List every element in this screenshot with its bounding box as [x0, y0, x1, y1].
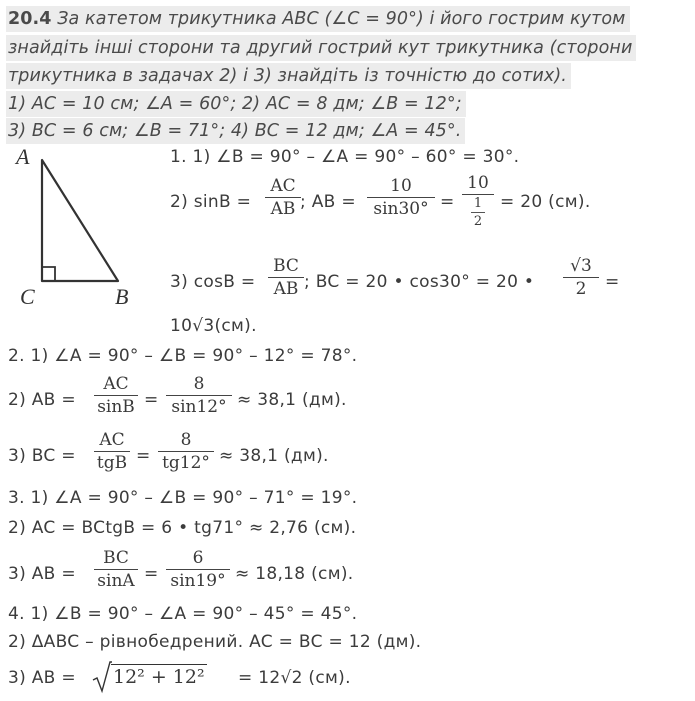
vertex-a-label: A [16, 144, 30, 169]
task-line-4: 1) AC = 10 см; ∠A = 60°; 2) AC = 8 дм; ∠B = 12°; [6, 91, 466, 117]
sol1-l2-frac1: $\frac{AC}{AB}$ [265, 175, 301, 220]
task-line-3: трикутника в задачах 2) і 3) знайдіть із точністю до сотих). [6, 63, 571, 89]
sol1-l2-mid: ; AB = [300, 192, 356, 212]
sol3-l3-eq: = [144, 564, 159, 584]
sqrt-sign [92, 660, 112, 694]
vertex-b-label: B [115, 284, 129, 309]
sol4-line2: 2) ΔABC – рівнобедрений. AC = BC = 12 (дм). [8, 632, 422, 652]
sol1-l3-frac2: $\frac{√3}{2}$ [563, 255, 599, 300]
sol3-line1: 3. 1) ∠A = 90° – ∠B = 90° – 71° = 19°. [8, 488, 358, 508]
sol1-l3-frac1: $\frac{BC}{AB}$ [268, 255, 304, 300]
triangle-shape [42, 160, 118, 281]
sol3-l3-frac1: $\frac{BC}{\sin A}$ [94, 547, 138, 592]
sol2-line1: 2. 1) ∠A = 90° – ∠B = 90° – 12° = 78°. [8, 346, 358, 366]
sol1-l2-prefix: 2) sinB = [170, 192, 252, 212]
sol2-l3-result: ≈ 38,1 (дм). [219, 446, 329, 466]
sol1-l3-mid: ; BC = 20 • cos30° = 20 • [304, 272, 535, 292]
sol2-l2-prefix: 2) AB = [8, 390, 76, 410]
sol3-l3-result: ≈ 18,18 (см). [235, 564, 354, 584]
sol2-l2-frac1: $\frac{AC}{\sin B}$ [94, 373, 138, 418]
sol1-line1: 1. 1) ∠B = 90° – ∠A = 90° – 60° = 30°. [170, 147, 520, 167]
right-angle-mark [42, 267, 55, 281]
sol2-l3-frac2: $\frac{8}{tg12^\circ}$ [158, 429, 214, 474]
task-text-1: За катетом трикутника ABC (∠C = 90°) і його гострим кутом [51, 9, 626, 29]
sol1-l3-eq: = [605, 272, 620, 292]
sol1-l3-prefix: 3) cosB = [170, 272, 256, 292]
sol4-l3-prefix: 3) AB = [8, 668, 76, 688]
vertex-c-label: C [20, 284, 35, 309]
task-line-2: знайдіть інші сторони та другий гострий кут трикутника (сторони [6, 35, 636, 61]
task-line-5: 3) BC = 6 см; ∠B = 71°; 4) BC = 12 дм; ∠A = 45°. [6, 118, 465, 144]
sol2-l2-result: ≈ 38,1 (дм). [237, 390, 347, 410]
sol4-l3-result: = 12√2 (см). [238, 668, 351, 688]
sol2-l3-frac1: AC tgB [94, 429, 130, 474]
sol1-l2-frac2: $\frac{10}{\sin 30^\circ}$ [367, 175, 435, 220]
task-number: 20.4 [8, 9, 52, 29]
sol1-l2-eq: = [440, 192, 455, 212]
sol4-line1: 4. 1) ∠B = 90° – ∠A = 90° – 45° = 45°. [8, 604, 358, 624]
sol3-line2: 2) AC = BCtgB = 6 • tg71° ≈ 2,76 (см). [8, 518, 357, 538]
sol4-l3-radicand: 12² + 12² [113, 666, 205, 688]
sol1-l2-result: = 20 (см). [500, 192, 591, 212]
sol3-l3-prefix: 3) AB = [8, 564, 76, 584]
sol2-l3-eq: = [136, 446, 151, 466]
task-line-1 [6, 6, 630, 32]
sol2-l2-frac2: $\frac{8}{\sin 12^\circ}$ [166, 373, 232, 418]
sol3-l3-frac2: $\frac{6}{\sin 19^\circ}$ [166, 547, 230, 592]
sol2-l3-prefix: 3) BC = [8, 446, 76, 466]
sol1-line4: 10√3(см). [170, 316, 257, 336]
sol2-l2-eq: = [144, 390, 159, 410]
sol1-l2-frac3: 10 1 2 [462, 172, 494, 230]
